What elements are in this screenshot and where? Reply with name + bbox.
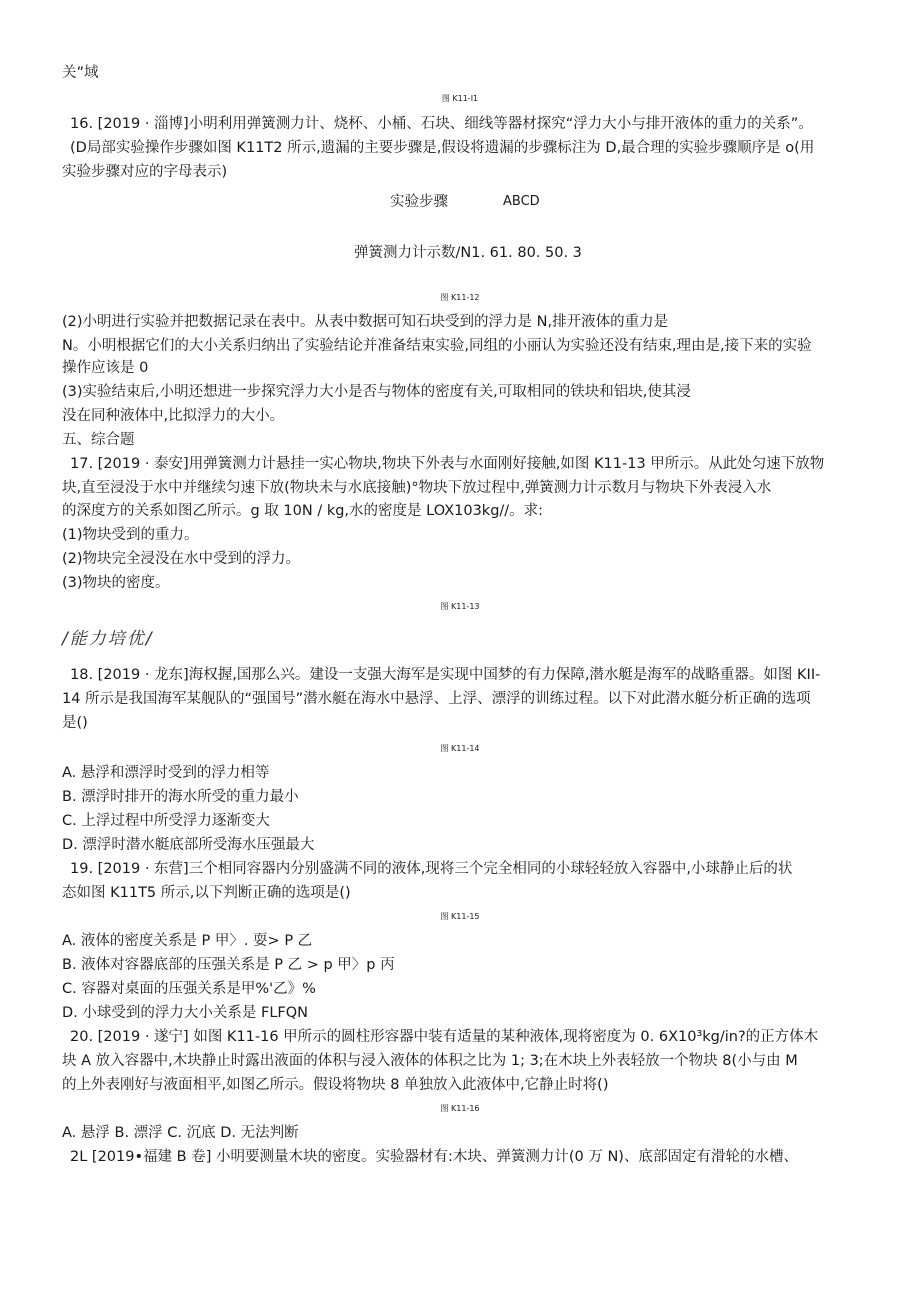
question-20-line: 块 A 放入容器中,木块静止时露出液面的体积与浸入液体的体积之比为 1; 3;在木块上外表轻放一个物块 8(小与由 M — [62, 1053, 798, 1069]
section-heading: 五、综合题 — [62, 432, 135, 448]
figure-caption: 图 K11-I1 — [441, 94, 479, 103]
question-17-line: (1)物块受到的重力。 — [62, 527, 199, 543]
question-16-line: 实验步骤对应的字母表示) — [62, 164, 228, 180]
answer-option: A. 液体的密度关系是 P 甲〉. 耍> P 乙 — [62, 933, 313, 949]
answer-option: D. 漂浮时潜水艇底部所受海水压强最大 — [62, 837, 315, 853]
question-16-line: 操作应该是 0 — [62, 360, 149, 376]
question-16-line: (2)小明进行实验并把数据记录在表中。从表中数据可知石块受到的浮力是 N,排开液体的重力是 — [62, 314, 669, 330]
question-20-line: 20. [2019 · 遂宁] 如图 K11-16 甲所示的圆柱形容器中装有适量的某种液体,现将密度为 0. 6X10³kg/in?的正方体木 — [70, 1029, 819, 1045]
table-row: 弹簧测力计示数/N1. 61. 80. 50. 3 — [354, 245, 582, 261]
answer-option: A. 悬浮和漂浮时受到的浮力相等 — [62, 765, 270, 781]
table-header-label: 实验步骤 — [390, 194, 448, 210]
answer-option: A. 悬浮 B. 漂浮 C. 沉底 D. 无法判断 — [62, 1125, 299, 1141]
question-16-line: 没在同种液体中,比拟浮力的大小。 — [62, 408, 285, 424]
question-16-line: (3)实验结束后,小明还想进一步探究浮力大小是否与物体的密度有关,可取相同的铁块和铝块,使其浸 — [62, 384, 691, 400]
question-19-line: 态如图 K11T5 所示,以下判断正确的选项是() — [62, 885, 351, 901]
question-18-line: 14 所示是我国海军某舰队的“强国号”潜水艇在海水中悬浮、上浮、漂浮的训练过程。以下对此潜水艇分析正确的选项 — [62, 691, 811, 707]
question-17-line: 块,直至浸没于水中并继续匀速下放(物块未与水底接触)°物块下放过程中,弹簧测力计示数月与物块下外表浸入水 — [62, 480, 772, 496]
question-18-line: 是() — [62, 715, 88, 731]
answer-option: C. 容器对桌面的压强关系是甲%'乙》% — [62, 981, 316, 997]
question-17-line: 17. [2019 · 泰安]用弹簧测力计悬挂一实心物块,物块下外表与水面刚好接触,如图 K11-13 甲所示。从此处匀速下放物 — [70, 456, 825, 472]
question-18-line: 18. [2019 · 龙东]海权握,国那么兴。建设一支强大海军是实现中国梦的有力保障,潜水艇是海军的战略重器。如图 KII- — [70, 667, 821, 683]
question-19-line: 19. [2019 · 东营]三个相同容器内分别盛满不同的液体,现将三个完全相同的小球轻轻放入容器中,小球静止后的状 — [70, 861, 793, 877]
text-line: 关”域 — [62, 65, 99, 81]
answer-option: C. 上浮过程中所受浮力逐渐变大 — [62, 813, 270, 829]
question-16-line: (D局部实验操作步骤如图 K11T2 所示,遗漏的主要步骤是,假设将遗漏的步骤标注为 D,最合理的实验步骤顺序是 o(用 — [70, 140, 815, 156]
answer-option: D. 小球受到的浮力大小关系是 FLFQN — [62, 1005, 309, 1021]
question-21-line: 2L [2019•福建 B 卷] 小明要测量木块的密度。实验器材有:木块、弹簧测力计(0 万 N)、底部固定有滑轮的水槽、 — [70, 1149, 798, 1165]
figure-caption: 图 K11-13 — [440, 602, 480, 611]
figure-caption: 图 K11-15 — [440, 912, 480, 921]
answer-option: B. 漂浮时排开的海水所受的重力最小 — [62, 789, 299, 805]
figure-caption: 图 K11-16 — [440, 1104, 480, 1113]
figure-caption: 图 K11-14 — [440, 744, 480, 753]
figure-caption: 图 K11-12 — [440, 293, 480, 302]
table-header-values: ABCD — [503, 194, 540, 209]
question-17-line: (3)物块的密度。 — [62, 575, 170, 591]
section-title: /能力培优/ — [62, 629, 154, 649]
answer-option: B. 液体对容器底部的压强关系是 P 乙 > p 甲〉p 丙 — [62, 957, 395, 973]
question-16-line: N。小明根据它们的大小关系归纳出了实验结论并准备结束实验,同组的小丽认为实验还没有结束,理由是,接下来的实验 — [62, 338, 812, 354]
question-17-line: (2)物块完全浸没在水中受到的浮力。 — [62, 551, 301, 567]
question-16-line: 16. [2019 · 淄博]小明利用弹簧测力计、烧杯、小桶、石块、细线等器材探究“浮力大小与排开液体的重力的关系”。 — [70, 116, 813, 132]
question-17-line: 的深度方的关系如图乙所示。g 取 10N / kg,水的密度是 LOX103kg//。求: — [62, 503, 544, 519]
question-20-line: 的上外表刚好与液面相平,如图乙所示。假设将物块 8 单独放入此液体中,它静止时将() — [62, 1077, 609, 1093]
